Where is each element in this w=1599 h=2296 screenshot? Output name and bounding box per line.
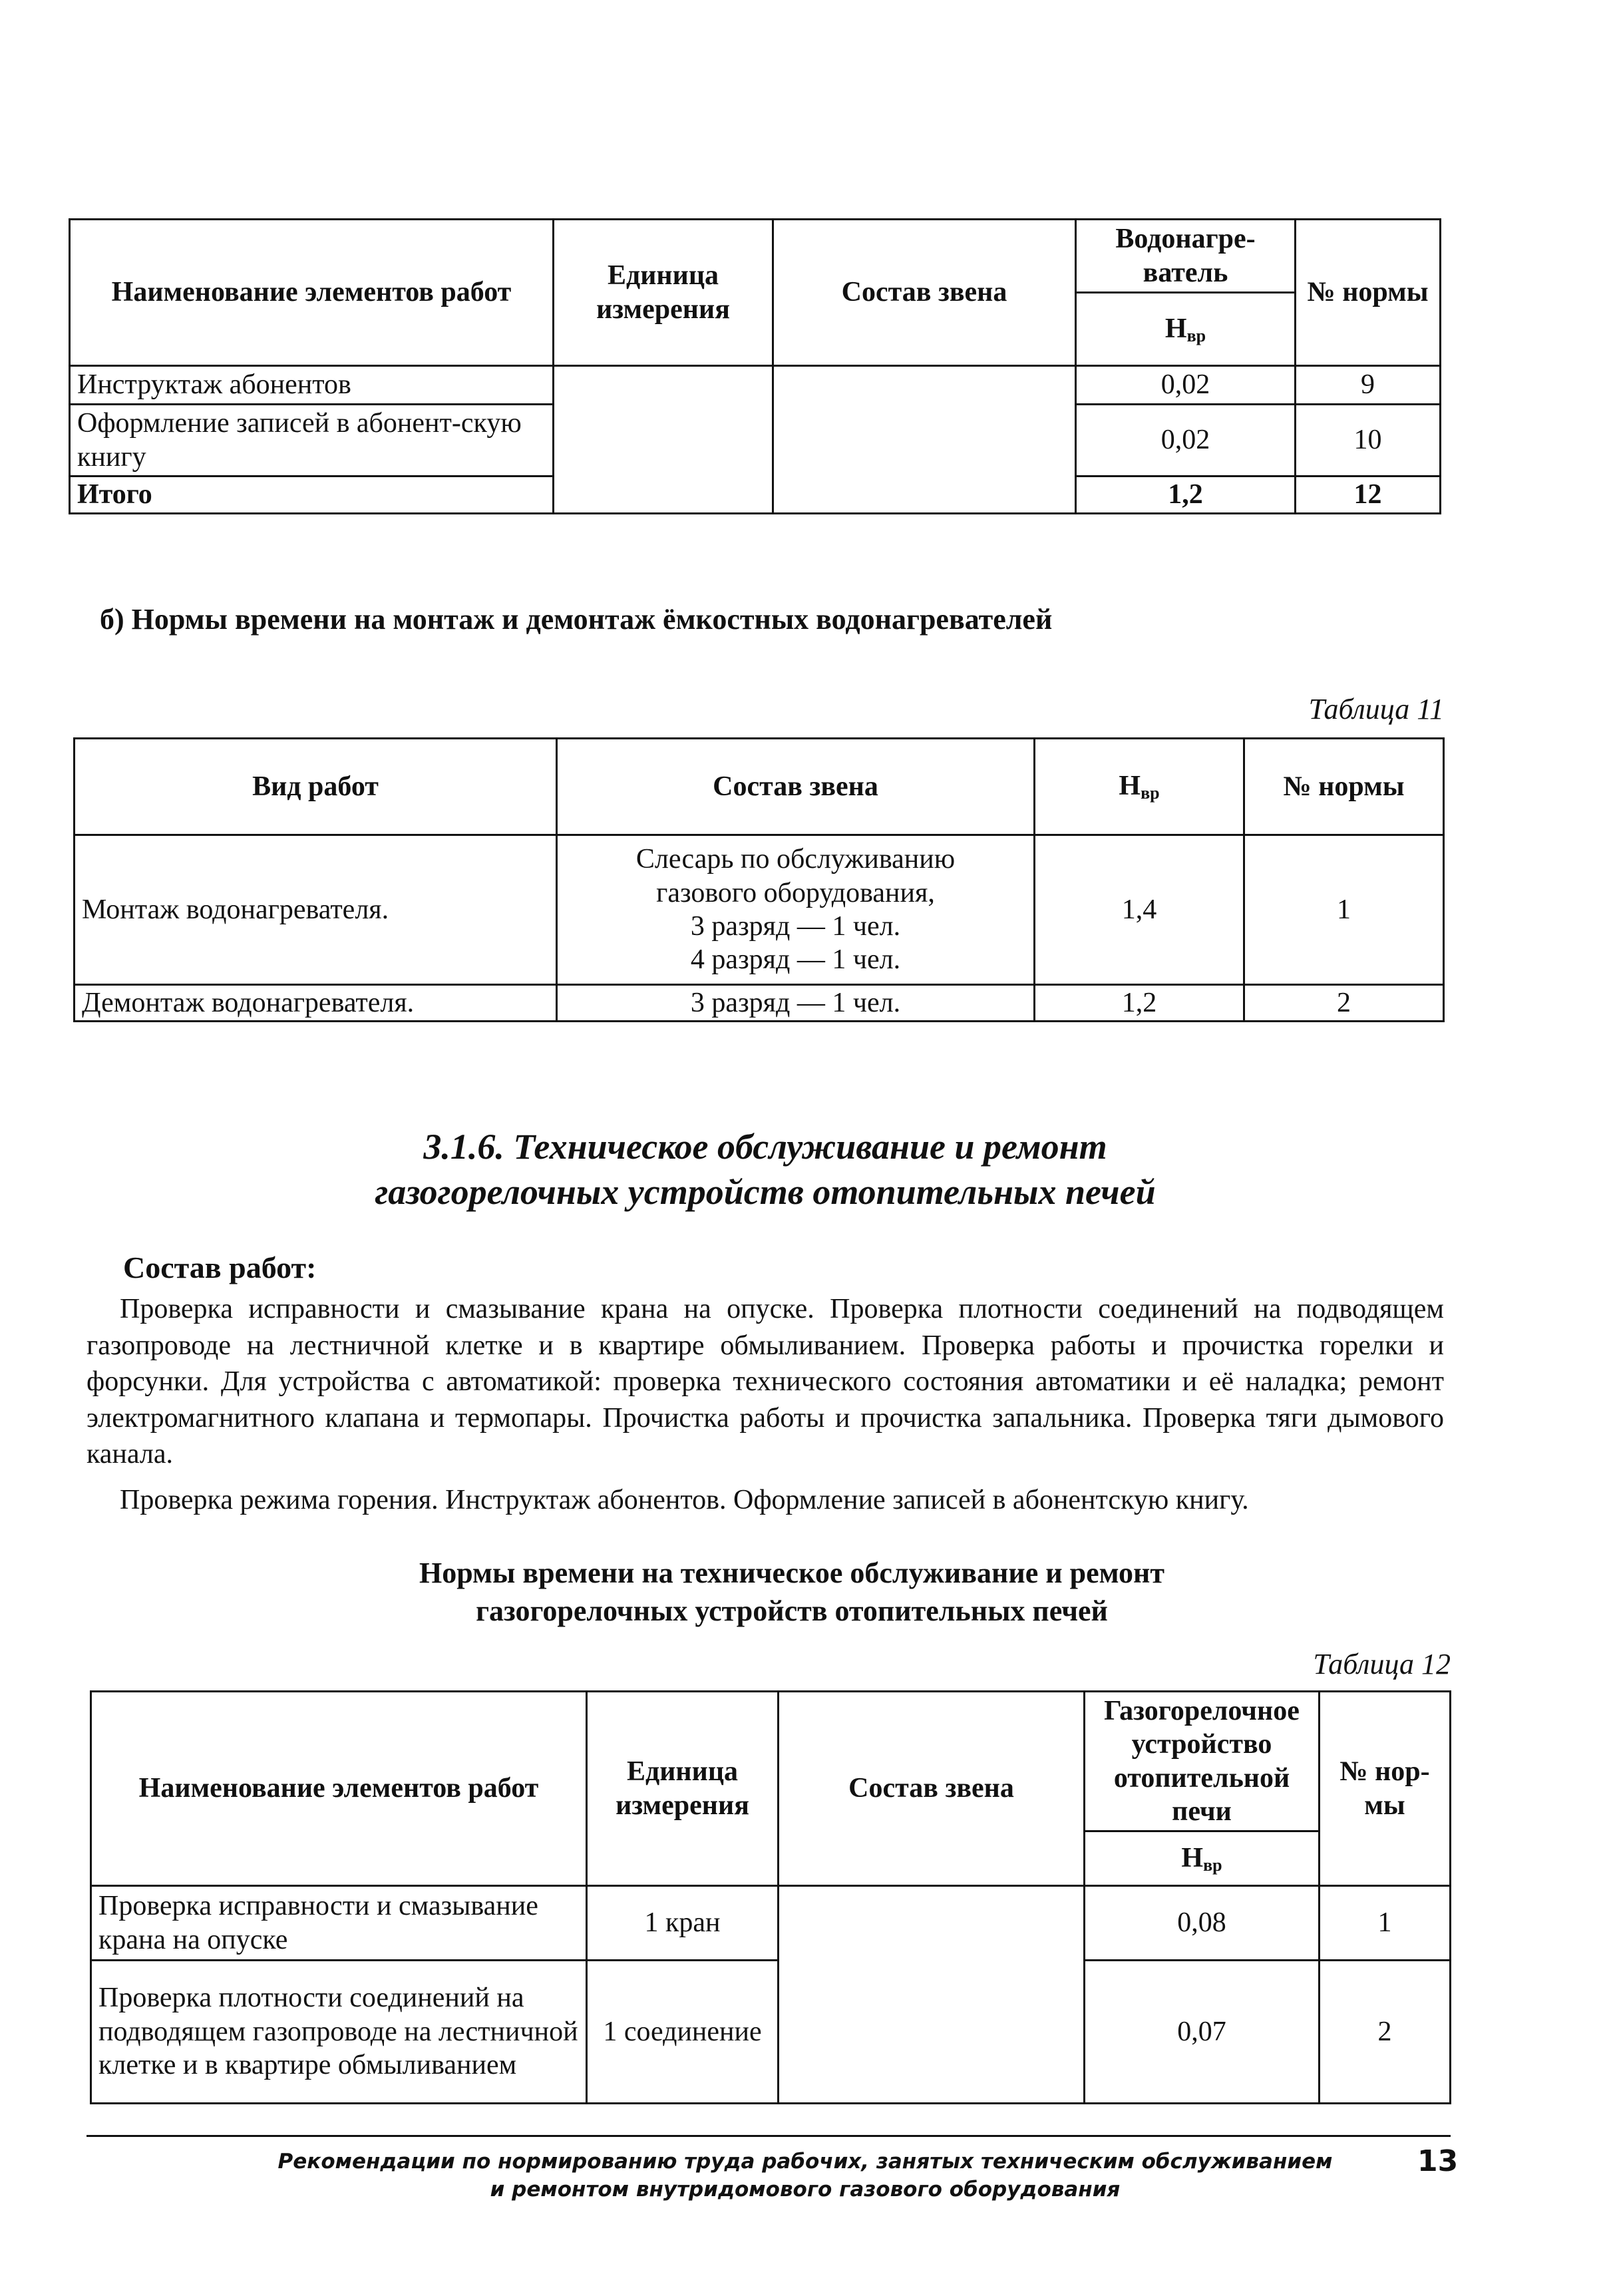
header-work: Вид работ <box>75 739 557 835</box>
footer-line: и ремонтом внутридомового газового оборудования <box>490 2177 1121 2201</box>
row-total-norm: 12 <box>1296 477 1441 514</box>
row-value: 0,07 <box>1085 1961 1320 2104</box>
crew-line: 3 разряд — 1 чел. <box>690 911 901 942</box>
row-unit-empty <box>554 366 773 514</box>
row-value: 0,08 <box>1085 1886 1320 1961</box>
footer-text <box>200 2148 1411 2204</box>
row-unit: 1 кран <box>587 1886 779 1961</box>
row-norm: 1 <box>1244 835 1444 985</box>
row-norm: 10 <box>1296 405 1441 477</box>
section-heading-line: 3.1.6. Техническое обслуживание и ремонт <box>423 1127 1107 1167</box>
footer-line: Рекомендации по нормированию труда рабочих, занятых техническим обслуживанием <box>277 2150 1333 2174</box>
row-value: 1,4 <box>1035 835 1244 985</box>
row-name: Инструктаж абонентов <box>70 366 554 405</box>
row-work: Демонтаж водонагревателя. <box>75 985 557 1022</box>
section-heading-line: газогорелочных устройств отопительных печей <box>375 1171 1156 1212</box>
header-name: Наименование элементов работ <box>70 220 554 366</box>
row-crew <box>557 835 1035 985</box>
header-device: Газогорелочное устройство отопительной печи <box>1085 1692 1320 1831</box>
norms-title-line: газогорелочных устройств отопительных печей <box>476 1595 1108 1628</box>
row-unit: 1 соединение <box>587 1961 779 2104</box>
header-hvr: $Н_{вр}$ <box>1085 1831 1320 1886</box>
crew-line: 4 разряд — 1 чел. <box>690 944 901 976</box>
composition-paragraph: Проверка исправности и смазывание крана на опуске. Проверка плотности соединений на подводящем газопроводе на лестничной клетке и в квартире обмыливанием. Проверка работы и прочистка горелки и форсунки. Для устройства с автоматикой: проверка технического состояния автоматики и её наладка; ремонт электромагнитного клапана и термопары. Прочистка работы и прочистка запальника. Проверка тяги дымового канала. <box>87 1294 1444 1470</box>
composition-label: Состав работ: <box>123 1250 317 1284</box>
header-name: Наименование элементов работ <box>91 1692 587 1886</box>
header-norm: № нор-мы <box>1320 1692 1451 1886</box>
composition-paragraph: Проверка режима горения. Инструктаж абонентов. Оформление записей в абонентскую книгу. <box>120 1484 1249 1515</box>
section-heading <box>87 1125 1444 1215</box>
table11-caption: Таблица 11 <box>1308 693 1444 725</box>
row-crew: 3 разряд — 1 чел. <box>557 985 1035 1022</box>
page-number: 13 <box>1417 2144 1459 2178</box>
row-norm: 1 <box>1320 1886 1451 1961</box>
table12 <box>90 1690 1451 2104</box>
header-hvr: $Н_{вр}$ <box>1076 293 1296 366</box>
crew-line: газового оборудования, <box>656 877 935 908</box>
row-total-label: Итого <box>70 477 554 514</box>
row-value: 1,2 <box>1035 985 1244 1022</box>
header-unit: Единица измерения <box>554 220 773 366</box>
norms-title-line: Нормы времени на техническое обслуживание и ремонт <box>419 1557 1164 1589</box>
table11 <box>73 737 1445 1022</box>
row-name: Оформление записей в абонент-скую книгу <box>70 405 554 477</box>
row-crew-empty <box>779 1886 1085 2104</box>
row-total-value: 1,2 <box>1076 477 1296 514</box>
row-value: 0,02 <box>1076 366 1296 405</box>
table10-continuation <box>69 218 1441 514</box>
row-norm: 2 <box>1320 1961 1451 2104</box>
header-crew: Состав звена <box>779 1692 1085 1886</box>
row-norm: 9 <box>1296 366 1441 405</box>
header-hvr: $Н_{вр}$ <box>1035 739 1244 835</box>
row-norm: 2 <box>1244 985 1444 1022</box>
header-unit: Единица измерения <box>587 1692 779 1886</box>
row-name: Проверка исправности и смазывание крана на опуске <box>91 1886 587 1961</box>
header-crew: Состав звена <box>773 220 1076 366</box>
header-device: Водонагре-ватель <box>1076 220 1296 293</box>
norms-title <box>220 1554 1364 1630</box>
section-b-title: б) Нормы времени на монтаж и демонтаж ёмкостных водонагревателей <box>100 603 1053 636</box>
row-crew-empty <box>773 366 1076 514</box>
row-value: 0,02 <box>1076 405 1296 477</box>
header-norm: № нормы <box>1244 739 1444 835</box>
row-name: Проверка плотности соединений на подводящем газопроводе на лестничной клетке и в квартире обмыливанием <box>91 1961 587 2104</box>
row-work: Монтаж водонагревателя. <box>75 835 557 985</box>
crew-line: Слесарь по обслуживанию <box>635 844 956 875</box>
header-crew: Состав звена <box>557 739 1035 835</box>
footer-rule <box>87 2135 1451 2137</box>
table12-caption: Таблица 12 <box>1313 1648 1451 1680</box>
header-norm: № нормы <box>1296 220 1441 366</box>
